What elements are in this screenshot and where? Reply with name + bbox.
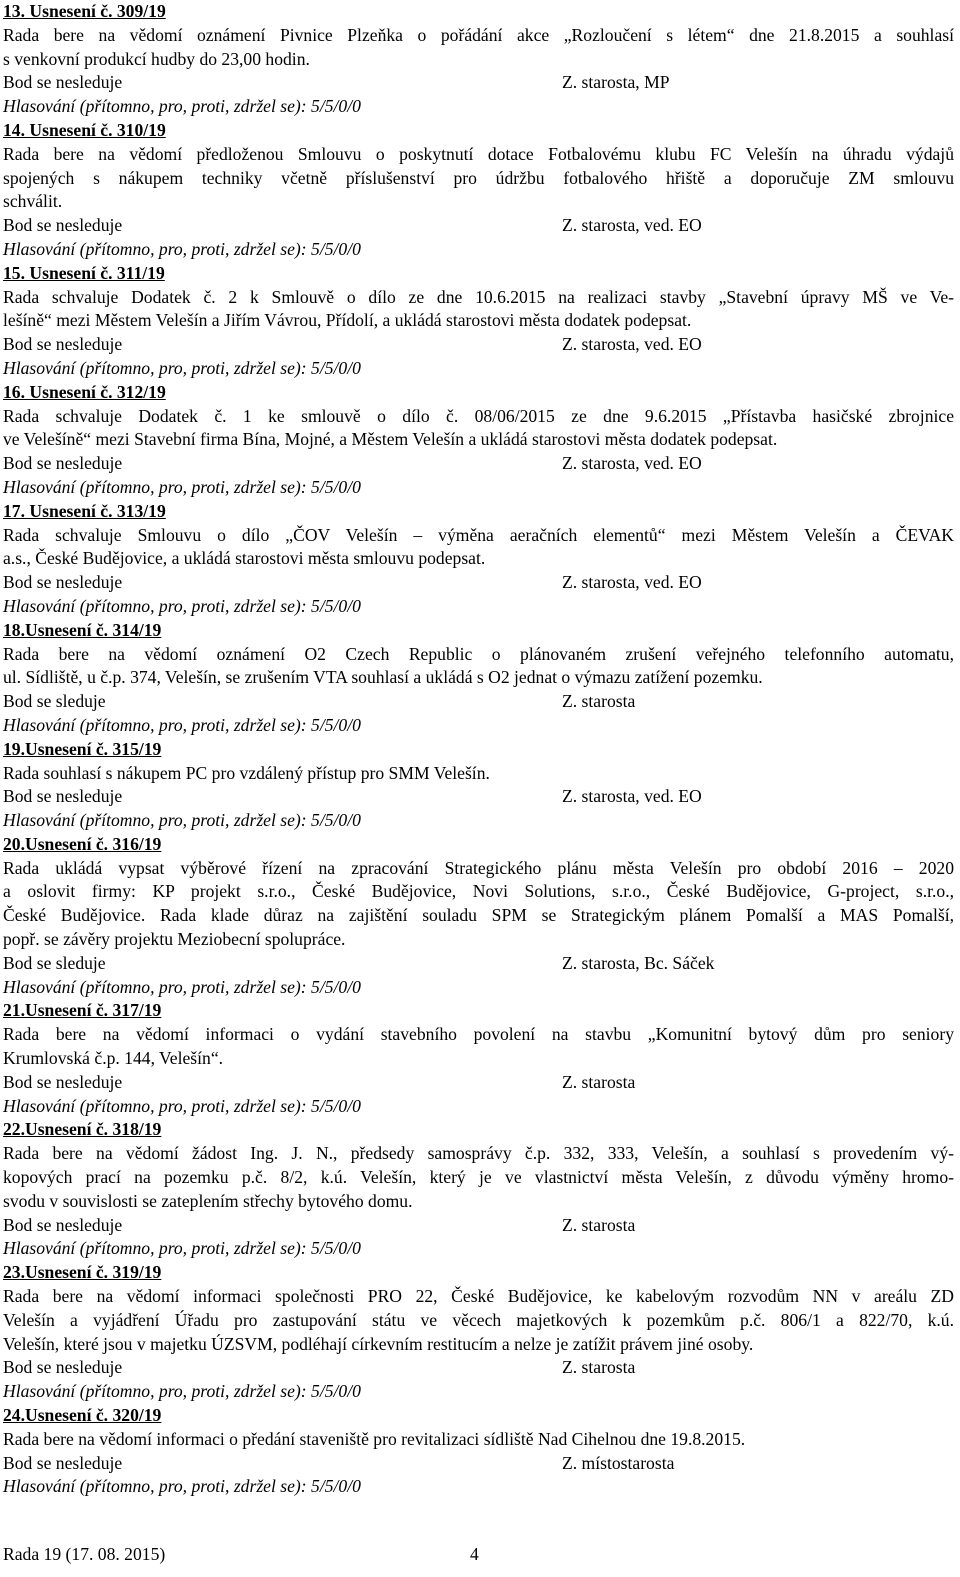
resolution-heading: 16. Usnesení č. 312/19 — [3, 381, 166, 402]
followup-status: Bod se sleduje — [3, 691, 106, 712]
followup-status: Bod se nesleduje — [3, 786, 123, 807]
responsible-person: Z. starosta, ved. EO — [562, 334, 702, 355]
resolution-heading: 24.Usnesení č. 320/19 — [3, 1405, 162, 1426]
responsible-person: Z. starosta — [562, 1357, 636, 1378]
resolution-text-line: Rada bere na vědomí oznámení Pivnice Plzeňka o pořádání akce „Rozloučení s létem“ dne 21.8.2015 a souhlasí — [3, 24, 954, 45]
resolution-text-line: ve Velešíně“ mezi Stavební firma Bína, Mojné, a Městem Velešín a ukládá starostovi města dodatek podepsat. — [3, 429, 778, 450]
resolution-block — [3, 381, 954, 500]
followup-status: Bod se nesleduje — [3, 1214, 123, 1235]
resolution-block — [3, 999, 954, 1118]
resolution-text-line: lešíně“ mezi Městem Velešín a Jiřím Vávrou, Přídolí, a ukládá starostovi města dodatek podepsat. — [3, 310, 692, 331]
responsible-person: Z. místostarosta — [562, 1452, 675, 1473]
resolution-text-line: Rada bere na vědomí oznámení O2 Czech Republic o plánovaném zrušení veřejného telefonního automatu, — [3, 643, 954, 664]
resolution-block — [3, 1261, 954, 1404]
resolution-text-line: Rada bere na vědomí informaci společnosti PRO 22, České Budějovice, ke kabelovým rozvodům NN v areálu ZD — [3, 1286, 954, 1307]
responsible-person: Z. starosta, ved. EO — [562, 453, 702, 474]
page-footer — [3, 1542, 479, 1566]
vote-result: Hlasování (přítomno, pro, proti, zdržel se): 5/5/0/0 — [3, 357, 361, 378]
vote-result: Hlasování (přítomno, pro, proti, zdržel se): 5/5/0/0 — [3, 238, 361, 259]
followup-row — [3, 1071, 954, 1095]
followup-row — [3, 785, 954, 809]
resolution-text-line: Rada souhlasí s nákupem PC pro vzdálený přístup pro SMM Velešín. — [3, 762, 490, 783]
resolution-text-line: Rada bere na vědomí žádost Ing. J. N., předsedy samosprávy č.p. 332, 333, Velešín, a souhlasí s provedením vý- — [3, 1143, 954, 1164]
resolution-text-line: Rada bere na vědomí informaci o předání staveniště pro revitalizaci sídliště Nad Cihelnou dne 19.8.2015. — [3, 1428, 746, 1449]
resolution-text-line: Rada bere na vědomí informaci o vydání stavebního povolení na stavbu „Komunitní bytový dům pro seniory — [3, 1024, 954, 1045]
responsible-person: Z. starosta, MP — [562, 72, 670, 93]
resolution-heading: 20.Usnesení č. 316/19 — [3, 833, 162, 854]
vote-result: Hlasování (přítomno, pro, proti, zdržel se): 5/5/0/0 — [3, 976, 361, 997]
responsible-person: Z. starosta — [562, 1214, 636, 1235]
document-page — [3, 0, 954, 1499]
vote-result: Hlasování (přítomno, pro, proti, zdržel se): 5/5/0/0 — [3, 1381, 361, 1402]
followup-status: Bod se nesleduje — [3, 453, 123, 474]
resolution-text-line: Rada ukládá vypsat výběrové řízení na zpracování Strategického plánu města Velešín pro období 2016 – 2020 — [3, 857, 954, 878]
followup-status: Bod se nesleduje — [3, 215, 123, 236]
resolution-heading: 15. Usnesení č. 311/19 — [3, 262, 165, 283]
resolution-text-line: svodu v souvislosti se zateplením střechy bytového domu. — [3, 1190, 413, 1211]
vote-result: Hlasování (přítomno, pro, proti, zdržel se): 5/5/0/0 — [3, 1238, 361, 1259]
vote-result: Hlasování (přítomno, pro, proti, zdržel se): 5/5/0/0 — [3, 810, 361, 831]
resolution-text-line: s venkovní produkcí hudby do 23,00 hodin. — [3, 48, 310, 69]
resolution-block — [3, 833, 954, 1000]
responsible-person: Z. starosta, ved. EO — [562, 786, 702, 807]
followup-row — [3, 1356, 954, 1380]
resolution-text-line: Rada schvaluje Smlouvu o dílo „ČOV Velešín – výměna aeračních elementů“ mezi Městem Velešín a ČEVAK — [3, 524, 954, 545]
resolution-heading: 18.Usnesení č. 314/19 — [3, 619, 162, 640]
resolution-text-line: ul. Sídliště, u č.p. 374, Velešín, se zrušením VTA souhlasí a ukládá s O2 jednat o výmazu zatížení pozemku. — [3, 667, 763, 688]
resolution-heading: 21.Usnesení č. 317/19 — [3, 1000, 162, 1021]
resolution-block — [3, 1118, 954, 1261]
resolution-text-line: Velešín, které jsou v majetku ÚZSVM, podléhají církevním restitucím a nelze je zatížit právem jiné osoby. — [3, 1333, 754, 1354]
resolution-text-line: a.s., České Budějovice, a ukládá starostovi města smlouvu podepsat. — [3, 548, 486, 569]
vote-result: Hlasování (přítomno, pro, proti, zdržel se): 5/5/0/0 — [3, 595, 361, 616]
followup-row — [3, 214, 954, 238]
resolution-block — [3, 0, 954, 119]
followup-status: Bod se nesleduje — [3, 334, 123, 355]
resolution-block — [3, 1404, 954, 1499]
followup-row — [3, 690, 954, 714]
resolution-text-line: České Budějovice. Rada klade důraz na zajištění souladu SPM se Strategickým plánem Pomalší a MAS Pomalší, — [3, 905, 954, 926]
followup-row — [3, 1214, 954, 1238]
vote-result: Hlasování (přítomno, pro, proti, zdržel se): 5/5/0/0 — [3, 96, 361, 117]
followup-status: Bod se sleduje — [3, 952, 106, 973]
resolution-heading: 17. Usnesení č. 313/19 — [3, 500, 166, 521]
resolution-heading: 22.Usnesení č. 318/19 — [3, 1119, 162, 1140]
page-number: 4 — [470, 1544, 479, 1564]
resolution-heading: 13. Usnesení č. 309/19 — [3, 1, 166, 21]
resolution-heading: 19.Usnesení č. 315/19 — [3, 738, 162, 759]
followup-row — [3, 952, 954, 976]
responsible-person: Z. starosta — [562, 691, 636, 712]
vote-result: Hlasování (přítomno, pro, proti, zdržel se): 5/5/0/0 — [3, 476, 361, 497]
responsible-person: Z. starosta — [562, 1071, 636, 1092]
followup-row — [3, 452, 954, 476]
resolution-heading: 14. Usnesení č. 310/19 — [3, 119, 166, 140]
followup-row — [3, 333, 954, 357]
resolution-heading: 23.Usnesení č. 319/19 — [3, 1262, 162, 1283]
resolutions-list — [3, 0, 954, 1499]
resolution-block — [3, 619, 954, 738]
footer-meeting: Rada 19 (17. 08. 2015) — [3, 1544, 166, 1564]
resolution-text-line: kopových prací na pozemku p.č. 8/2, k.ú. Velešín, který je ve vlastnictví města Velešín, z důvodu výměny hromo- — [3, 1167, 954, 1188]
followup-row — [3, 71, 954, 95]
followup-status: Bod se nesleduje — [3, 1071, 123, 1092]
resolution-text-line: Velešín a vyjádření Úřadu pro zastupování státu ve věcech majetkových k pozemkům p.č. 806/1 a 822/70, k.ú. — [3, 1309, 954, 1330]
resolution-text-line: Rada bere na vědomí předloženou Smlouvu o poskytnutí dotace Fotbalovému klubu FC Velešín na úhradu výdajů — [3, 143, 954, 164]
resolution-text-line: popř. se závěry projektu Meziobecní spolupráce. — [3, 929, 346, 950]
followup-status: Bod se nesleduje — [3, 1452, 123, 1473]
vote-result: Hlasování (přítomno, pro, proti, zdržel se): 5/5/0/0 — [3, 714, 361, 735]
resolution-block — [3, 119, 954, 262]
vote-result: Hlasování (přítomno, pro, proti, zdržel se): 5/5/0/0 — [3, 1476, 361, 1497]
resolution-text-line: Krumlovská č.p. 144, Velešín“. — [3, 1048, 224, 1069]
vote-result: Hlasování (přítomno, pro, proti, zdržel se): 5/5/0/0 — [3, 1095, 361, 1116]
responsible-person: Z. starosta, ved. EO — [562, 215, 702, 236]
resolution-block — [3, 738, 954, 833]
resolution-text-line: Rada schvaluje Dodatek č. 2 k Smlouvě o dílo ze dne 10.6.2015 na realizaci stavby „Stavební úpravy MŠ ve Ve- — [3, 286, 954, 307]
resolution-text-line: spojených s nákupem techniky včetně příslušenství pro údržbu fotbalového hřiště a doporučuje ZM smlouvu — [3, 167, 954, 188]
followup-status: Bod se nesleduje — [3, 72, 123, 93]
resolution-text-line: Rada schvaluje Dodatek č. 1 ke smlouvě o dílo č. 08/06/2015 ze dne 9.6.2015 „Přístavba hasičské zbrojnice — [3, 405, 954, 426]
responsible-person: Z. starosta, Bc. Sáček — [562, 952, 715, 973]
resolution-text-line: schválit. — [3, 191, 63, 212]
followup-status: Bod se nesleduje — [3, 572, 123, 593]
followup-row — [3, 1452, 954, 1476]
resolution-block — [3, 262, 954, 381]
followup-status: Bod se nesleduje — [3, 1357, 123, 1378]
resolution-block — [3, 500, 954, 619]
responsible-person: Z. starosta, ved. EO — [562, 572, 702, 593]
resolution-text-line: a oslovit firmy: KP projekt s.r.o., České Budějovice, Novi Solutions, s.r.o., České Budějovice, G-project, s.r.o., — [3, 881, 954, 902]
followup-row — [3, 571, 954, 595]
